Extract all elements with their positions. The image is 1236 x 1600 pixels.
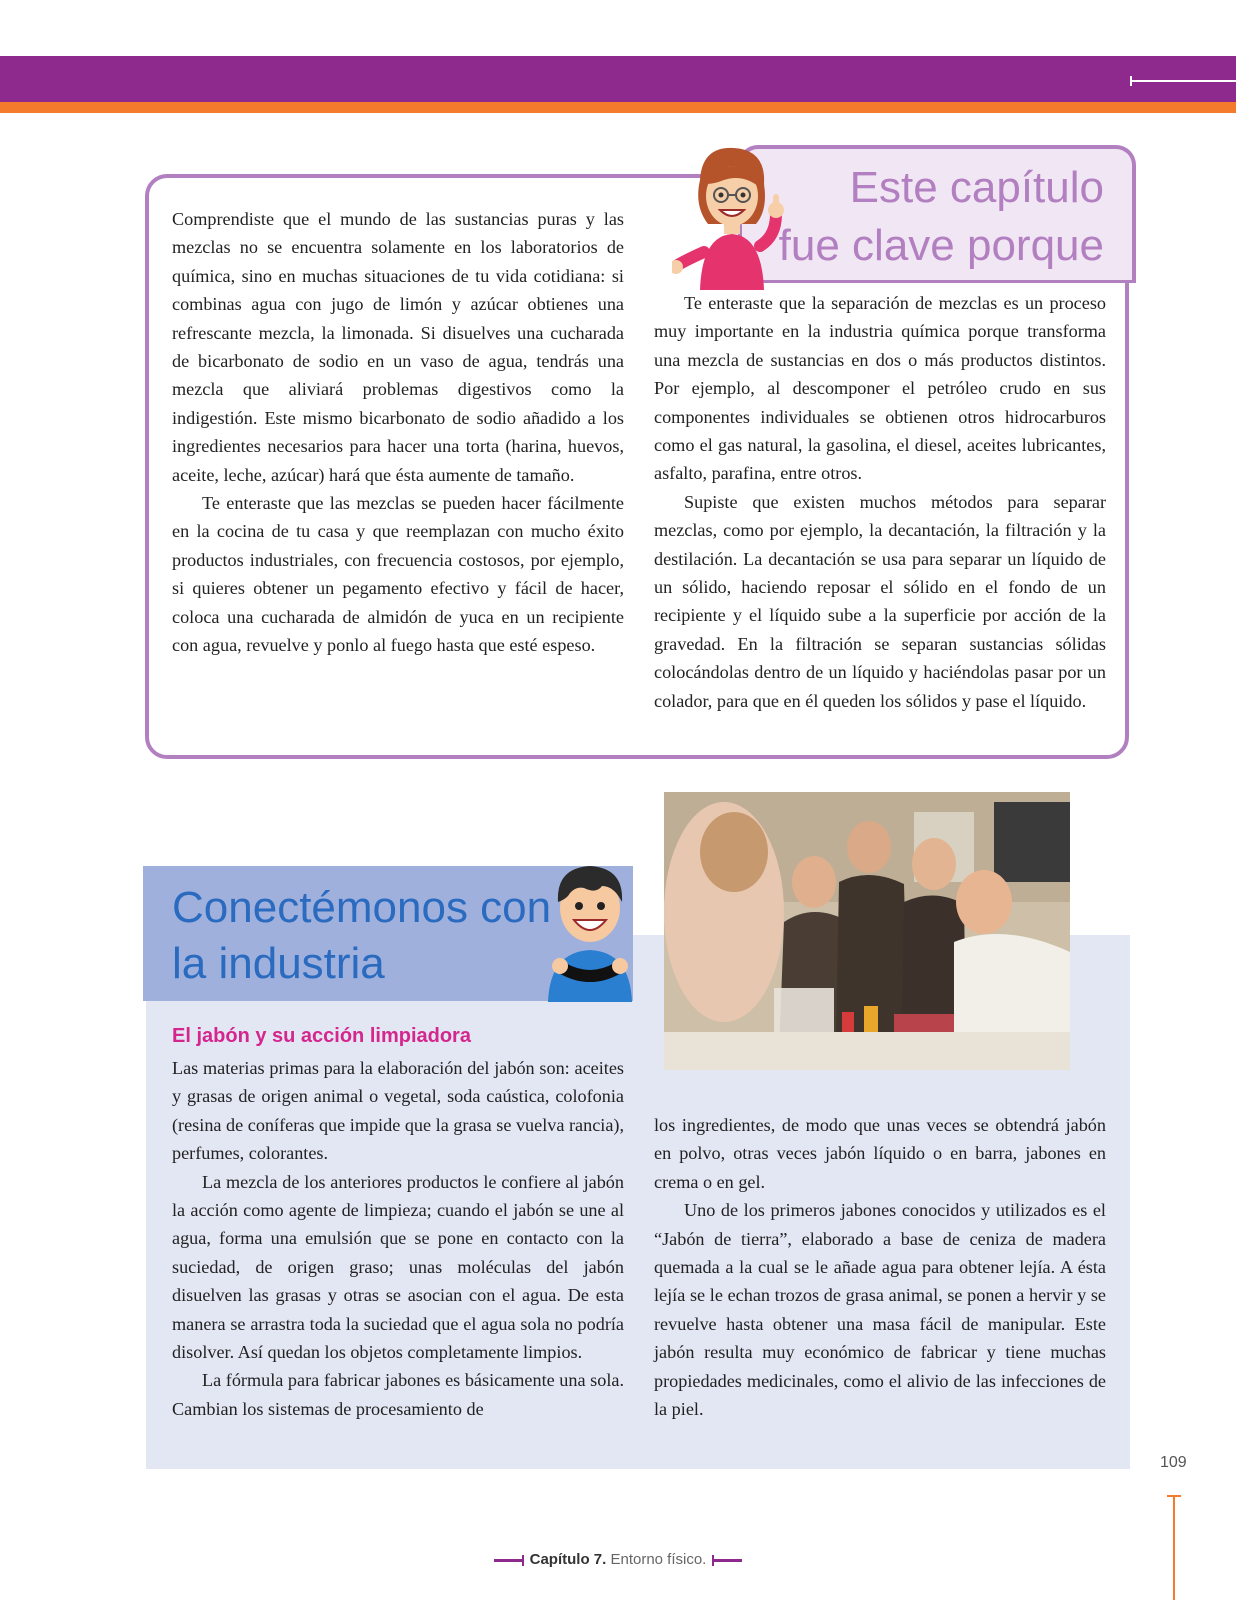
paragraph: Te enteraste que la separación de mezclas es un proceso muy importante en la industria química porque transforma una mezcla de sustancias en dos o más productos distintos. Por ejemplo, al descomponer el petróleo crudo en sus componentes individuales se obtienen otros hidrocarburos como el gas natural, la gasolina, el diesel, aceites lubricantes, asfalto, parafina, entre otros. [654, 293, 1106, 484]
paragraph: los ingredientes, de modo que unas veces se obtendrá jabón en polvo, otras veces jabón líquido o en barra, jabones en crema o en gel. [654, 1115, 1106, 1192]
paragraph: Te enteraste que las mezclas se pueden hacer fácilmente en la cocina de tu casa y que reemplazan con mucho éxito productos industriales, con frecuencia costosos, por ejemplo, si quieres obtener un pegamento efectivo y fácil de hacer, coloca una cucharada de almidón de yuca en un recipiente con agua, revuelve y ponlo al fuego hasta que esté espeso. [172, 493, 624, 656]
paragraph: Supiste que existen muchos métodos para separar mezclas, como por ejemplo, la decantación, la filtración y la destilación. La decantación se usa para separar un líquido de un sólido, haciendo reposar el sólido en el fondo de un recipiente y el líquido sube a la superficie por acción de la gravedad. En la filtración se separan sustancias sólidas colocándolas dentro de un líquido y haciéndolas pasar por un colador, para que en él queden los sólidos y pase el líquido. [654, 491, 1106, 711]
paragraph: Uno de los primeros jabones conocidos y utilizados es el “Jabón de tierra”, elaborado a base de ceniza de madera quemada a la cual se le añade agua para obtener lejía. A ésta lejía se le echan trozos de grasa animal, se ponen a hervir y se revuelve hasta obtener una masa fácil de manipular. Este jabón resulta muy económico de fabricar y tiene muchas propiedades medicinales, como el alivio de las infecciones de la piel. [654, 1200, 1106, 1420]
chapter-summary-title [779, 159, 1104, 275]
paragraph: Las materias primas para la elaboración del jabón son: aceites y grasas de origen animal o vegetal, soda caústica, colofonia (resina de coníferas que impide que la grasa se vuelva rancia), perfumes, colorantes. [172, 1058, 624, 1164]
page-number: 109 [1160, 1454, 1187, 1471]
footer-right-bar [712, 1559, 742, 1562]
industry-right-column [654, 1111, 1106, 1423]
paragraph: La mezcla de los anteriores productos le confiere al jabón la acción como agente de limpieza; cuando el jabón se une al agua, forma una emulsión que se pone en contacto con la suciedad, de origen graso; unas moléculas del jabón disuelven las grasas y otras se asocian con el agua. De esta manera se arrastra toda la suciedad que el agua sola no podría disolver. Así quedan los objetos completamente limpios. [172, 1171, 624, 1363]
footer-chapter: Capítulo 7. [529, 1551, 607, 1568]
footer-left-bar [494, 1559, 524, 1562]
title-line-1: Conectémonos con [172, 883, 552, 932]
girl-character-illustration [672, 140, 792, 290]
chapter-summary-heading-box [738, 145, 1136, 283]
header-tick-mark [1130, 80, 1236, 82]
title-line-2: la industria [172, 939, 385, 988]
title-line-2: fue clave porque [778, 221, 1104, 270]
footer-section: Entorno físico. [610, 1551, 707, 1568]
boy-character-illustration [540, 856, 640, 1002]
title-line-1: Este capítulo [849, 163, 1104, 212]
page-footer [0, 1551, 1236, 1568]
page-number-rule [1173, 1495, 1175, 1600]
industry-left-column [172, 1054, 624, 1423]
industry-subheading: El jabón y su acción limpiadora [172, 1025, 471, 1047]
paragraph: Comprendiste que el mundo de las sustancias puras y las mezclas no se encuentra solamente en los laboratorios de química, sino en muchas situaciones de tu vida cotidiana: si combinas agua con jugo de limón y azúcar obtienes una refrescante mezcla, la limonada. Si disuelves una cucharada de bicarbonato de sodio en un vaso de agua, tendrás una mezcla que aliviará problemas digestivos como la indigestión. Este mismo bicarbonato de sodio añadido a los ingredientes necesarios para hacer una torta (harina, huevos, aceite, leche, azúcar) hará que ésta aumente de tamaño. [172, 209, 624, 485]
soap-making-photo [664, 792, 1070, 1070]
header-band-orange [0, 102, 1236, 113]
chapter-summary-right-column [654, 289, 1106, 715]
chapter-summary-left-column [172, 205, 624, 660]
paragraph: La fórmula para fabricar jabones es básicamente una sola. Cambian los sistemas de procesamiento de [172, 1370, 624, 1419]
industry-title [172, 880, 551, 992]
header-band-purple [0, 56, 1236, 102]
